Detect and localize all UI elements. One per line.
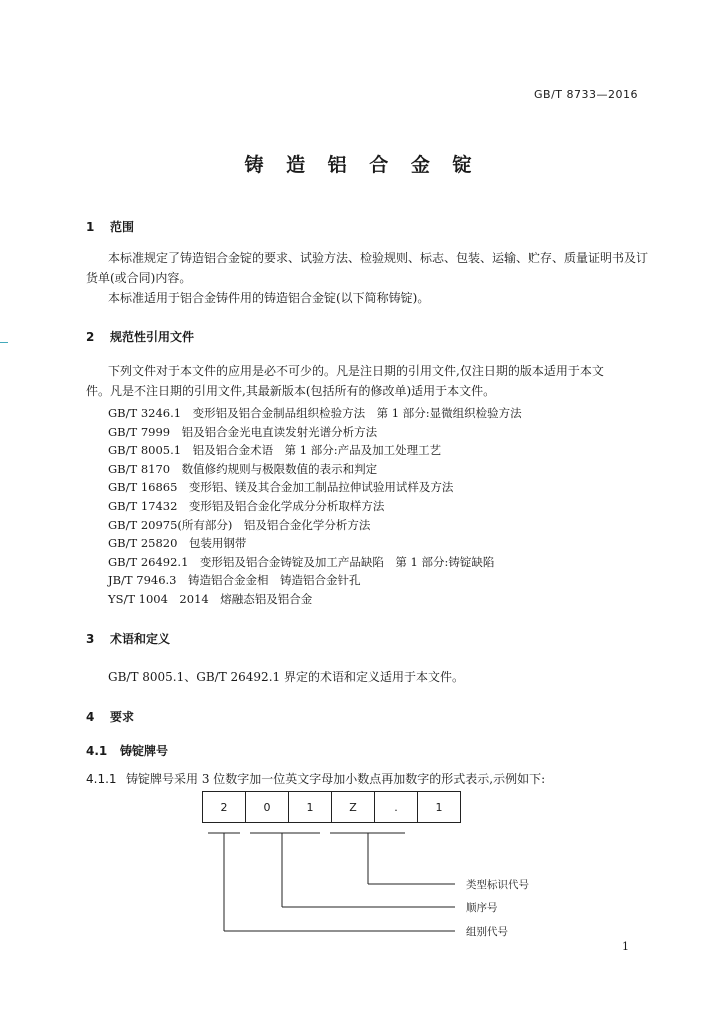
clause-text: 铸锭牌号采用 3 位数字加一位英文字母加小数点再加数字的形式表示,示例如下: [126,772,546,786]
scope-paragraph-1-line-1: 本标准规定了铸造铝合金锭的要求、试验方法、检验规则、标志、包装、运输、贮存、质量证明书及订 [108,251,649,265]
reference-item: GB/T 8170 数值修约规则与极限数值的表示和判定 [108,461,378,476]
section-number: 2 [86,330,95,344]
scope-paragraph-1-line-2: 货单(或合同)内容。 [86,271,192,285]
reference-item: GB/T 7999 铝及铝合金光电直读发射光谱分析方法 [108,424,378,439]
section-title: 术语和定义 [110,632,171,646]
section-number: 4 [86,710,95,724]
terms-paragraph: GB/T 8005.1、GB/T 26492.1 界定的术语和定义适用于本文件。 [108,670,464,684]
grade-code-cell: 1 [417,791,461,823]
grade-code-cell: 0 [245,791,289,823]
standard-code: GB/T 8733—2016 [534,88,638,101]
grade-code-cell: 1 [288,791,332,823]
group-code-label: 组别代号 [466,926,508,938]
reference-item: JB/T 7946.3 铸造铝合金金相 铸造铝合金针孔 [108,573,361,588]
reference-item: GB/T 25820 包装用钢带 [108,536,247,551]
section-title: 规范性引用文件 [110,330,195,344]
reference-item: YS/T 1004 2014 熔融态铝及铝合金 [108,591,313,606]
reference-item: GB/T 8005.1 铝及铝合金术语 第 1 部分:产品及加工处理工艺 [108,443,442,458]
sequence-label: 顺序号 [466,902,498,914]
references-intro-line-2: 件。凡是不注日期的引用文件,其最新版本(包括所有的修改单)适用于本文件。 [86,384,496,398]
section-number: 3 [86,632,95,646]
page-number: 1 [622,940,629,953]
subsection-number: 4.1 [86,744,108,758]
grade-code-cell: 2 [202,791,246,823]
reference-item: GB/T 26492.1 变形铝及铝合金铸锭及加工产品缺陷 第 1 部分:铸锭缺陷 [108,554,495,569]
section-title: 范围 [110,220,135,234]
scope-paragraph-2: 本标准适用于铝合金铸件用的铸造铝合金锭(以下简称铸锭)。 [108,291,430,305]
subsection-title: 铸锭牌号 [120,744,169,758]
references-intro-line-1: 下列文件对于本文件的应用是必不可少的。凡是注日期的引用文件,仅注日期的版本适用于本文 [108,364,604,378]
grade-code-cell: Z [331,791,375,823]
reference-item: GB/T 3246.1 变形铝及铝合金制品组织检验方法 第 1 部分:显微组织检验方法 [108,406,522,420]
document-title: 铸 造 铝 合 金 锭 [244,154,480,176]
type-code-label: 类型标识代号 [466,879,529,891]
section-title: 要求 [110,710,135,724]
clause-number: 4.1.1 [86,772,117,786]
reference-item: GB/T 17432 变形铝及铝合金化学成分分析取样方法 [108,498,385,513]
reference-item: GB/T 20975(所有部分) 铝及铝合金化学分析方法 [108,517,371,532]
section-number: 1 [86,220,95,234]
grade-code-cell: . [374,791,418,823]
reference-item: GB/T 16865 变形铝、镁及其合金加工制品拉伸试验用试样及方法 [108,480,454,495]
